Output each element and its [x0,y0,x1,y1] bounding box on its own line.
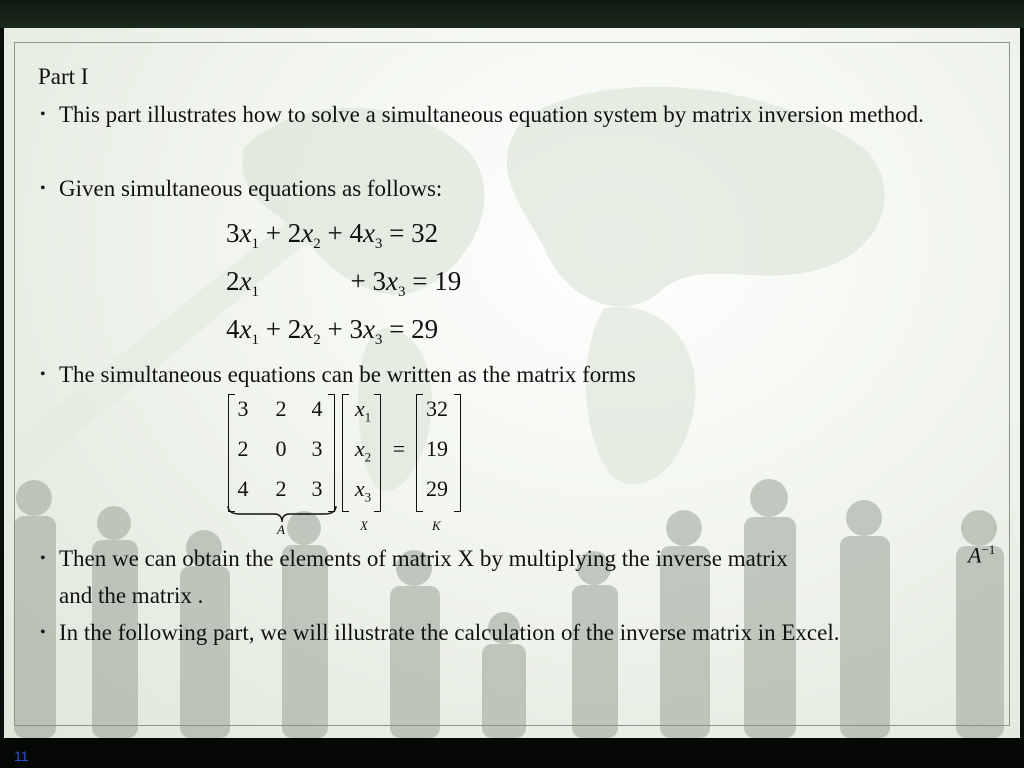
vector-x-cell: $x_2$ [354,436,372,465]
matrix-a-cell: 3 [311,436,323,461]
vector-x-label: X [360,518,368,533]
equation-3: $4x_1 + 2x_2 + 3x_3 = 29$ [226,314,439,348]
bullet-dot-icon: • [40,550,46,567]
vector-x-cell: $x_3$ [354,476,372,505]
vector-k-cell: 32 [426,396,448,421]
matrix-a-right-bracket [328,394,335,512]
bullet-text: Then we can obtain the elements of matrix X by multiplying the inverse matrix [59,546,788,571]
matrix-a-cell: 3 [237,396,249,421]
vector-x-right-bracket [374,394,381,512]
top-bar [0,0,1024,28]
vector-k-cell: 19 [426,436,448,461]
matrix-a-label: A [277,522,285,537]
bullet-text: Given simultaneous equations as follows: [59,176,443,201]
equals-sign: = [392,436,406,461]
page-number: 11 [14,748,29,764]
matrix-a-cell: 4 [311,396,323,421]
equation-1: $3x_1 + 2x_2 + 4x_3 = 32$ [226,218,439,252]
slide-heading: Part I [38,64,89,89]
bullet-dot-icon: • [40,106,46,123]
bullet-text: The simultaneous equations can be written as the matrix forms [59,362,636,387]
matrix-a-cell: 4 [237,476,249,501]
matrix-a-cell: 2 [275,396,287,421]
bullet-text: This part illustrates how to solve a simultaneous equation system by matrix inversion method. [59,102,924,127]
matrix-a-cell: 0 [275,436,287,461]
inverse-matrix-symbol: $A^{-1}$ [968,542,996,568]
slide [4,28,1020,738]
vector-x-cell: $x_1$ [354,396,372,425]
bullet-dot-icon: • [40,624,46,641]
bottom-bar [0,738,1024,768]
vector-k-cell: 29 [426,476,448,501]
matrix-a-cell: 2 [275,476,287,501]
equation-2: $2x_1 + 3x_3 = 19$ [226,266,462,300]
vector-k-right-bracket [454,394,461,512]
matrix-a-cell: 2 [237,436,249,461]
bullet-dot-icon: • [40,180,46,197]
matrix-a-cell: 3 [311,476,323,501]
bullet-text: In the following part, we will illustrate the calculation of the inverse matrix in Excel. [59,620,840,645]
bullet-dot-icon: • [40,366,46,383]
slide-content [4,28,1020,738]
underbrace-icon [226,504,338,524]
bullet-text: and the matrix . [59,583,204,608]
vector-k-label: K [432,518,441,533]
